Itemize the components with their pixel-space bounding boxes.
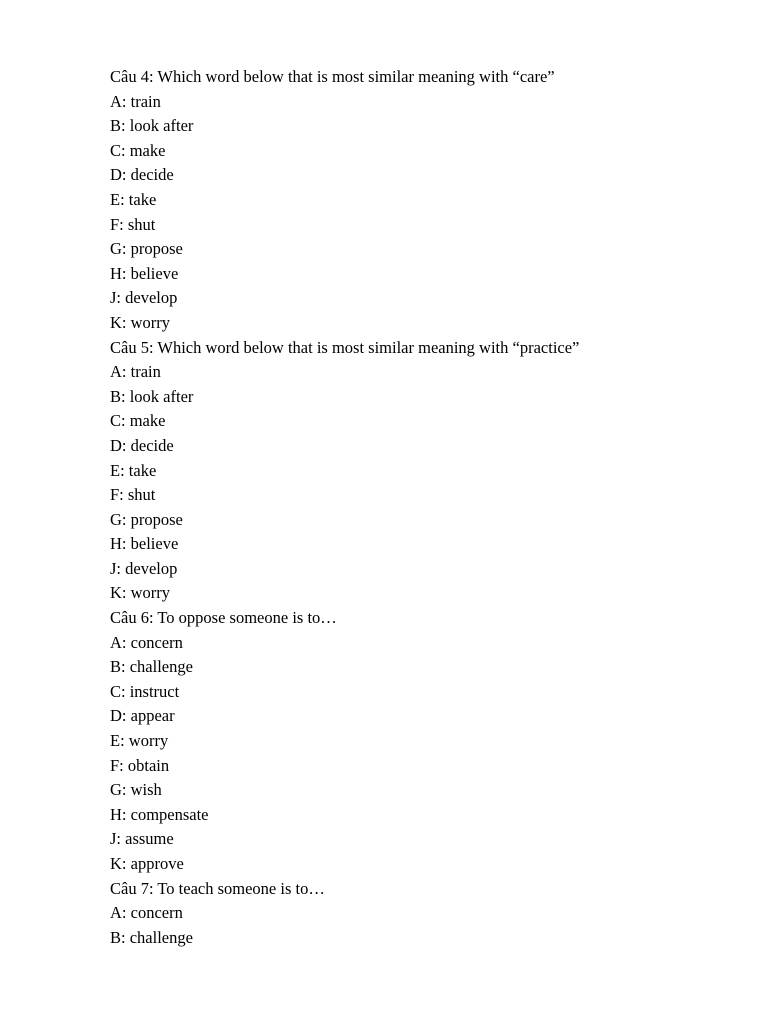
option-k: K: worry xyxy=(110,583,171,603)
option-h: H: believe xyxy=(110,534,179,554)
option-d: D: appear xyxy=(110,706,175,726)
option-a: A: concern xyxy=(110,632,183,652)
question-6 xyxy=(110,606,730,877)
option-a: A: concern xyxy=(110,903,183,923)
option-d: D: decide xyxy=(110,165,174,185)
option-a: A: train xyxy=(110,362,161,382)
option-f: F: shut xyxy=(110,485,156,505)
option-c: C: make xyxy=(110,140,166,160)
question-4 xyxy=(110,65,730,336)
option-h: H: believe xyxy=(110,263,179,283)
question-prompt: Câu 7: To teach someone is to… xyxy=(110,878,325,898)
option-b: B: challenge xyxy=(110,927,193,947)
option-e: E: worry xyxy=(110,731,169,751)
option-a: A: train xyxy=(110,91,161,111)
option-j: J: assume xyxy=(110,829,174,849)
option-e: E: take xyxy=(110,460,157,480)
option-k: K: approve xyxy=(110,854,184,873)
option-j: J: develop xyxy=(110,288,178,308)
option-e: E: take xyxy=(110,189,157,209)
option-f: F: obtain xyxy=(110,755,170,775)
option-g: G: propose xyxy=(110,509,183,529)
question-prompt: Câu 4: Which word below that is most similar meaning with “care” xyxy=(110,67,555,86)
option-g: G: wish xyxy=(110,780,162,800)
question-7 xyxy=(110,877,730,951)
option-b: B: look after xyxy=(110,386,194,406)
question-prompt: Câu 5: Which word below that is most similar meaning with “practice” xyxy=(110,337,580,357)
option-g: G: propose xyxy=(110,239,183,259)
option-d: D: decide xyxy=(110,435,174,455)
option-b: B: look after xyxy=(110,116,194,136)
option-b: B: challenge xyxy=(110,657,193,677)
option-k: K: worry xyxy=(110,312,171,332)
question-5 xyxy=(110,336,730,607)
option-f: F: shut xyxy=(110,214,156,234)
option-c: C: make xyxy=(110,411,166,431)
option-c: C: instruct xyxy=(110,681,180,701)
option-j: J: develop xyxy=(110,558,178,578)
question-prompt: Câu 6: To oppose someone is to… xyxy=(110,608,337,628)
option-h: H: compensate xyxy=(110,804,209,824)
document-page xyxy=(110,65,730,950)
